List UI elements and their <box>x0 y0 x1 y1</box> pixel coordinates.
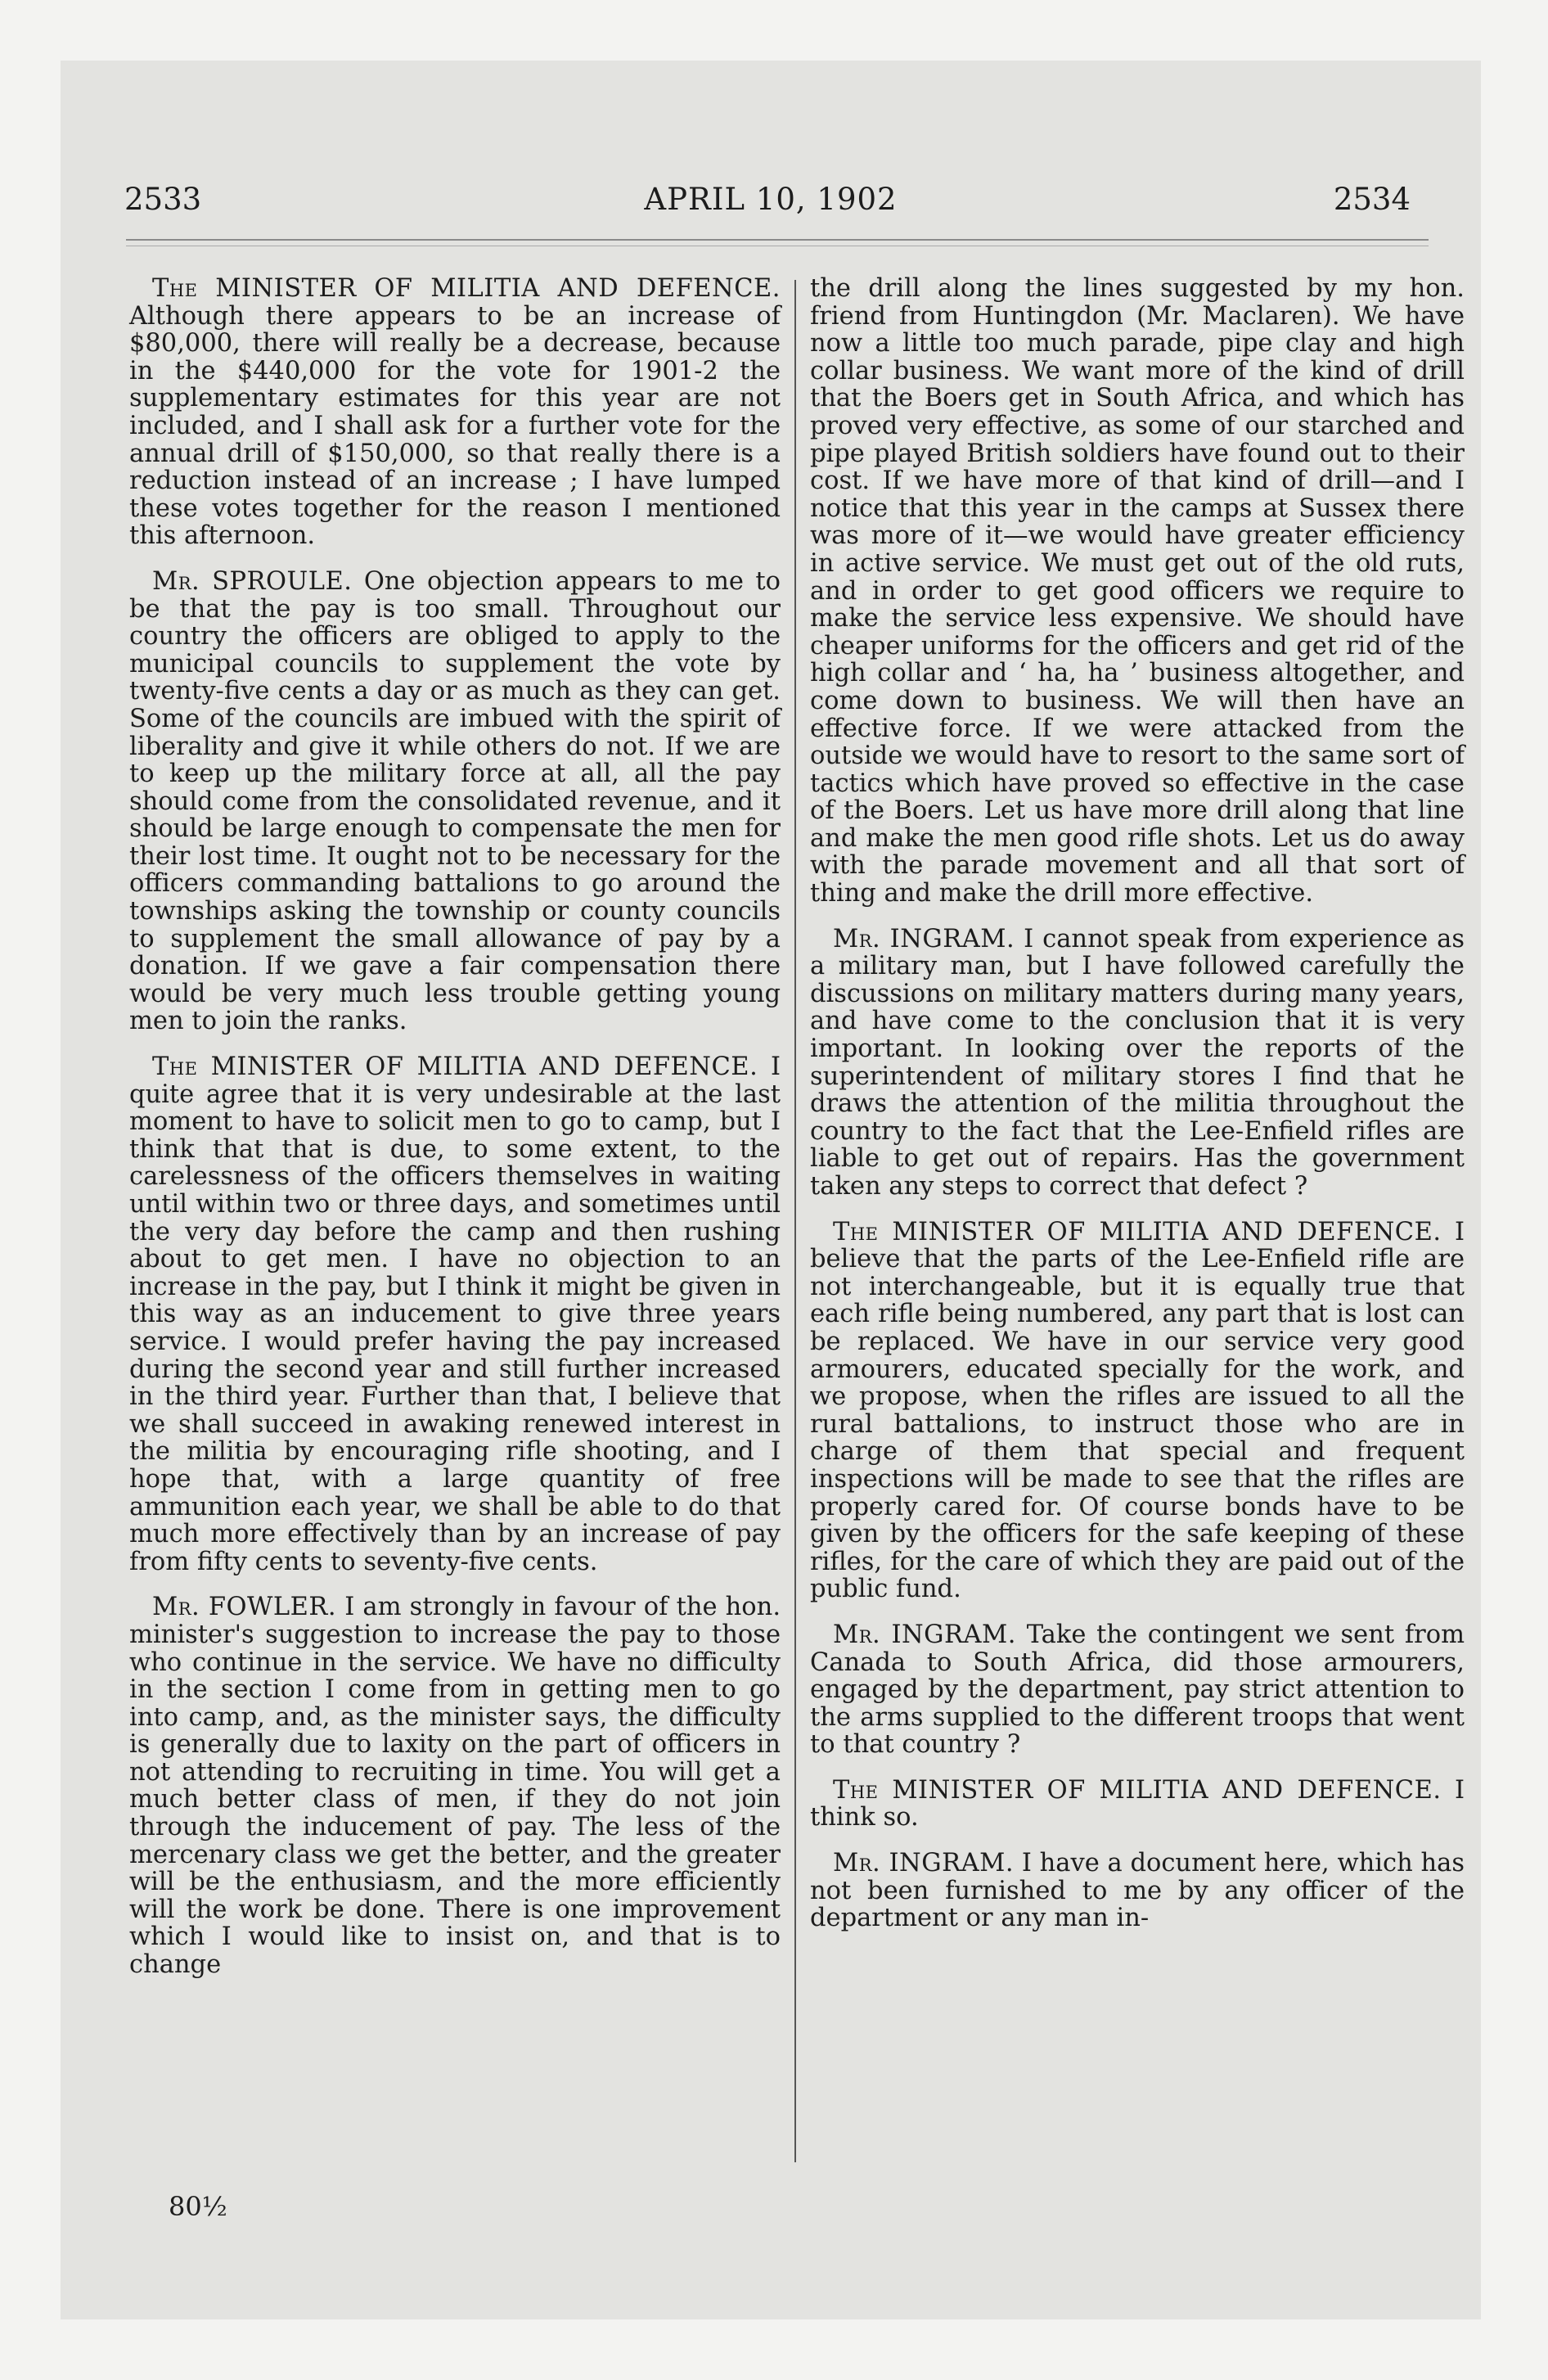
speaker: The MINISTER OF MILITIA AND DEFENCE. <box>833 1217 1442 1246</box>
signature-mark: 80½ <box>169 2191 227 2222</box>
paragraph <box>810 1777 1465 1832</box>
speaker: The MINISTER OF MILITIA AND DEFENCE. <box>152 274 781 303</box>
paragraph-text: I quite agree that it is very undesirable at the last moment to have to solicit men to go to camp, but I think that that is due, to some extent, to the carelessness of the officers themselves in waiting until within two or three days, and sometimes until the very day before the camp and then rushing about to get men. I have no objection to an increase in the pay, but I think it might be given in this way as an inducement to give three years service. I would prefer having the pay increased during the second year and still further increased in the third year. Further than that, I believe that we shall succeed in awaking renewed interest in the militia by encouraging rifle shooting, and I hope that, with a large quantity of free ammunition each year, we shall be able to do that much more effectively than by an increase of pay from fifty cents to seventy-five cents. <box>129 1053 781 1576</box>
speaker: The MINISTER OF MILITIA AND DEFENCE. <box>833 1775 1442 1805</box>
paragraph-text: I cannot speak from experience as a military man, but I have followed carefully the discussions on military matters during many years, and have come to the conclusion that it is very important. In looking over the reports of the superintendent of military stores I find that he draws the attention of the militia throughout the country to the fact that the Lee-Enfield rifles are liable to get out of repairs. Has the government taken any steps to correct that defect ? <box>810 924 1465 1201</box>
speaker: Mr. FOWLER. <box>152 1593 337 1622</box>
right-column <box>810 275 1465 1950</box>
paragraph <box>810 275 1465 908</box>
paragraph <box>129 1053 781 1575</box>
paragraph <box>810 1850 1465 1932</box>
paragraph-text: the drill along the lines suggested by my hon. friend from Huntingdon (Mr. Maclaren). We have now a little too much parade, pipe clay and high collar business. We want more of the kind of drill that the Boers get in South Africa, and which has proved very effective, as some of our starched and pipe played British soldiers have found out to their cost. If we have more of that kind of drill—and I notice that this year in the camps at Sussex there was more of it—we would have greater efficiency in active service. We must get out of the old ruts, and in order to get good officers we require to make the service less expensive. We should have cheaper uniforms for the officers and get rid of the high collar and ‘ ha, ha ’ business altogether, and come down to business. We will then have an effective force. If we were attacked from the outside we would have to resort to the same sort of tactics which have proved so effective in the case of the Boers. Let us have more drill along that line and make the men good rifle shots. Let us do away with the parade movement and all that sort of thing and make the drill more effective. <box>810 274 1465 908</box>
page-number-right: 2534 <box>1333 182 1411 217</box>
speaker: Mr. INGRAM. <box>833 1849 1015 1878</box>
page-scan <box>61 61 1481 2319</box>
paragraph-text: Take the contingent we sent from Canada to South Africa, did those armourers, engaged by the department, pay strict attention to the arms supplied to the different troops that went to that country ? <box>810 1620 1465 1760</box>
speaker: Mr. SPROULE. <box>152 566 353 596</box>
paragraph-text: One objection appears to me to be that the pay is too small. Throughout our country the officers are obliged to apply to the municipal councils to supplement the vote by twenty-five cents a day or as much as they can get. Some of the councils are imbued with the spirit of liberality and give it while others do not. If we are to keep up the military force at all, all the pay should come from the consolidated revenue, and it should be large enough to compensate the men for their lost time. It ought not to be necessary for the officers commanding battalions to go around the townships asking the township or county councils to supplement the small allowance of pay by a donation. If we gave a fair compensation there would be very much less trouble getting young men to join the ranks. <box>129 566 781 1036</box>
left-column <box>129 275 781 1997</box>
paragraph-text: I believe that the parts of the Lee-Enfield rifle are not interchangeable, but it is equally true that each rifle being numbered, any part that is lost can be replaced. We have in our service very good armourers, educated specially for the work, and we propose, when the rifles are issued to all the rural battalions, to instruct those who are in charge of them that special and frequent inspections will be made to see that the rifles are properly cared for. Of course bonds have to be given by the officers for the safe keeping of these rifles, for the care of which they are paid out of the public fund. <box>810 1217 1465 1604</box>
paragraph-text: I am strongly in favour of the hon. minister's suggestion to increase the pay to those who continue in the service. We have no difficulty in the section I come from in getting men to go into camp, and, as the minister says, the difficulty is generally due to laxity on the part of officers in not attending to recruiting in time. You will get a much better class of men, if they do not join through the inducement of pay. The less of the mercenary class we get the better, and the greater will be the enthusiasm, and the more efficiently will the work be done. There is one improvement which I would like to insist on, and that is to change <box>129 1593 781 1980</box>
paragraph-text: I think so. <box>810 1775 1465 1832</box>
speaker: The MINISTER OF MILITIA AND DEFENCE. <box>152 1053 758 1082</box>
paragraph <box>810 926 1465 1201</box>
paragraph <box>129 1593 781 1978</box>
column-divider <box>794 280 796 2162</box>
paragraph <box>129 568 781 1035</box>
header-date: APRIL 10, 1902 <box>644 182 898 217</box>
page-header <box>61 182 1481 231</box>
paragraph <box>810 1219 1465 1603</box>
paragraph <box>129 275 781 550</box>
paragraph-text: I have a document here, which has not been furnished to me by any officer of the department or any man in- <box>810 1849 1465 1933</box>
header-rule <box>126 239 1429 246</box>
speaker: Mr. INGRAM. <box>833 924 1015 953</box>
paragraph-text: Although there appears to be an increase of $80,000, there will really be a decrease, because in the $440,000 for the vote for 1901-2 the supplementary estimates for this year are not included, and I shall ask for a further vote for the annual drill of $150,000, so that really there is a reduction instead of an increase ; I have lumped these votes together for the reason I mentioned this afternoon. <box>129 301 781 551</box>
page-number-left: 2533 <box>124 182 202 217</box>
paragraph <box>810 1621 1465 1759</box>
speaker: Mr. INGRAM. <box>833 1620 1016 1649</box>
